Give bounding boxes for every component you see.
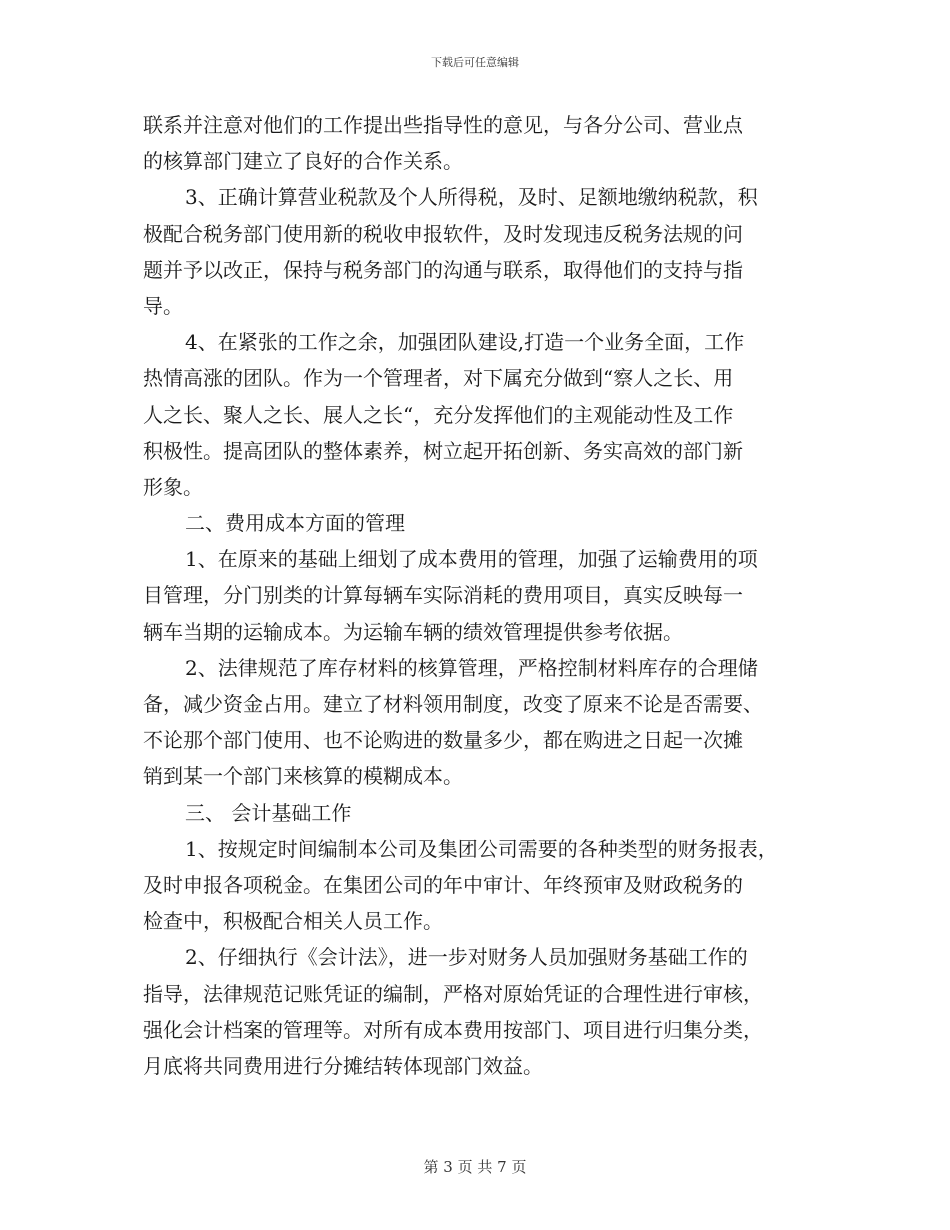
- text-line: 2、仔细执行《会计法》，进一步对财务人员加强财务基础工作的: [185, 945, 748, 970]
- text-line: 3、正确计算营业税款及个人所得税，及时、足额地缴纳税款，积: [185, 185, 758, 210]
- text-line: 强化会计档案的管理等。对所有成本费用按部门、项目进行归集分类，: [143, 1017, 763, 1042]
- text-line: 题并予以改正，保持与税务部门的沟通与联系，取得他们的支持与指: [143, 257, 743, 282]
- text-line: 指导，法律规范记账凭证的编制，严格对原始凭证的合理性进行审核，: [143, 981, 763, 1006]
- text-line: 积极性。提高团队的整体素养，树立起开拓创新、务实高效的部门新: [143, 438, 743, 463]
- text-line: 4、在紧张的工作之余，加强团队建设,打造一个业务全面，工作: [185, 330, 745, 355]
- page-number: 第 3 页 共 7 页: [423, 1158, 527, 1176]
- text-line: 三、 会计基础工作: [185, 800, 352, 825]
- document-body: [143, 107, 811, 1084]
- text-line: 销到某一个部门来核算的模糊成本。: [143, 764, 463, 789]
- text-line: 1、在原来的基础上细划了成本费用的管理，加强了运输费用的项: [185, 547, 758, 572]
- text-line: 人之长、聚人之长、展人之长“，充分发挥他们的主观能动性及工作: [143, 402, 734, 427]
- page-header: 下载后可任意编辑: [431, 56, 519, 69]
- text-line: 导。: [143, 293, 183, 318]
- text-line: 及时申报各项税金。在集团公司的年中审计、年终预审及财政税务的: [143, 872, 743, 897]
- text-line: 的核算部门建立了良好的合作关系。: [143, 149, 463, 174]
- text-line: 联系并注意对他们的工作提出些指导性的意见，与各分公司、营业点: [143, 113, 743, 137]
- text-line: 形象。: [143, 474, 203, 499]
- text-line: 备，减少资金占用。建立了材料领用制度，改变了原来不论是否需要、: [143, 692, 763, 716]
- text-line: 二、费用成本方面的管理: [185, 511, 405, 536]
- text-line: 热情高涨的团队。作为一个管理者，对下属充分做到“察人之长、用: [143, 366, 734, 391]
- text-line: 2、法律规范了库存材料的核算管理，严格控制材料库存的合理储: [185, 655, 758, 680]
- text-line: 极配合税务部门使用新的税收申报软件，及时发现违反税务法规的问: [143, 221, 743, 246]
- text-line: 检查中，积极配合相关人员工作。: [143, 909, 443, 934]
- text-line: 月底将共同费用进行分摊结转体现部门效益。: [143, 1053, 543, 1078]
- text-line: 不论那个部门使用、也不论购进的数量多少，都在购进之日起一次摊: [143, 728, 743, 753]
- text-line: 辆车当期的运输成本。为运输车辆的绩效管理提供参考依据。: [143, 619, 683, 644]
- text-line: 1、按规定时间编制本公司及集团公司需要的各种类型的财务报表，: [185, 836, 778, 861]
- text-line: 目管理，分门别类的计算每辆车实际消耗的费用项目，真实反映每一: [143, 583, 743, 608]
